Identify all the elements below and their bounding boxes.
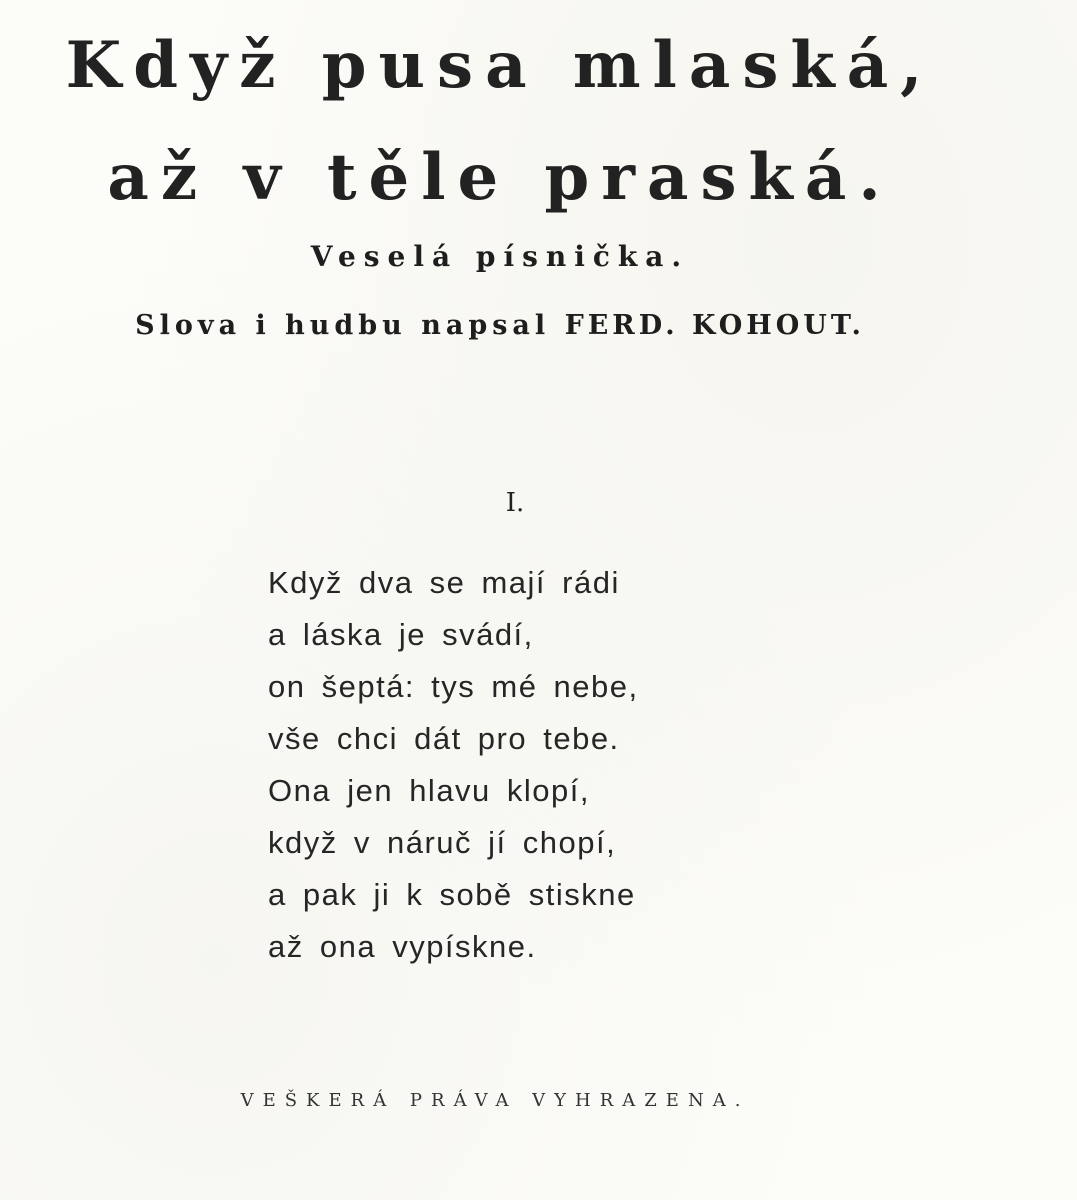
verse-line: Ona jen hlavu klopí, xyxy=(268,773,591,808)
credits-prefix: Slova i hudbu napsal xyxy=(135,310,551,341)
verse-line: a láska je svádí, xyxy=(268,617,534,652)
verse-line: až ona vypískne. xyxy=(268,929,537,964)
title-line-2: až v těle praská. xyxy=(107,140,893,215)
verse-number: I. xyxy=(505,488,525,518)
verse-line: když v náruč jí chopí, xyxy=(268,825,617,860)
verse-line: vše chci dát pro tebe. xyxy=(268,721,620,756)
subtitle: Veselá písnička. xyxy=(310,240,690,273)
verse-line: a pak ji k sobě stiskne xyxy=(268,877,636,912)
rights-notice: VEŠKERÁ PRÁVA VYHRAZENA. xyxy=(240,1090,750,1111)
credits-author: FERD. KOHOUT. xyxy=(564,310,865,341)
title-line-1: Když pusa mlaská, xyxy=(65,28,935,103)
verse-line: on šeptá: tys mé nebe, xyxy=(268,669,639,704)
verse-block xyxy=(268,557,639,973)
credits xyxy=(0,310,1000,341)
verse-line: Když dva se mají rádi xyxy=(268,565,620,600)
